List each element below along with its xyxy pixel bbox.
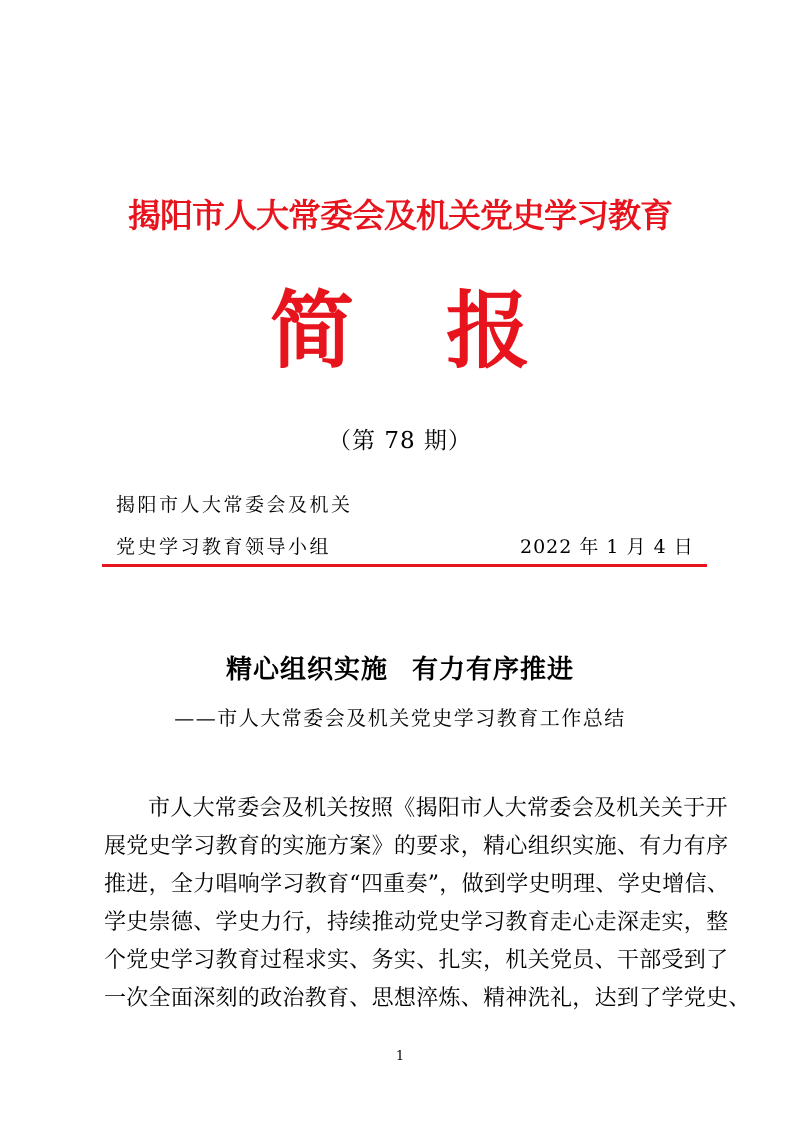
article-subtitle: ——市人大常委会及机关党史学习教育工作总结: [174, 706, 626, 730]
body-line: 展党史学习教育的实施方案》的要求，精心组织实施、有力有序: [104, 834, 729, 859]
header-divider: [102, 564, 707, 567]
issuer-line-2: 党史学习教育领导小组: [116, 536, 332, 558]
bulletin-heading: [0, 276, 800, 386]
issuer-line-1: 揭阳市人大常委会及机关: [116, 494, 353, 516]
article-title: [0, 650, 800, 690]
issue-date: 2022 年 1 月 4 日: [520, 536, 694, 558]
body-line: 市人大常委会及机关按照《揭阳市人大常委会及机关关于开: [148, 796, 728, 821]
body-line: 个党史学习教育过程求实、务实、扎实，机关党员、干部受到了: [104, 948, 729, 973]
page-number: 1: [395, 1049, 405, 1064]
body-line: 学史崇德、学史力行，持续推动党史学习教育走心走深走实，整: [104, 910, 729, 935]
body-line: 一次全面深刻的政治教育、思想淬炼、精神洗礼，达到了学党史、: [104, 986, 751, 1011]
article-title-part-2: 有力有序推进: [412, 655, 575, 685]
bulletin-char-2: 报: [446, 282, 531, 380]
article-title-part-1: 精心组织实施: [225, 655, 388, 685]
body-line: 推进，全力唱响学习教育“四重奏”，做到学史明理、学史增信、: [104, 872, 730, 897]
issue-number: （第 78 期）: [328, 428, 472, 454]
bulletin-organization-title: 揭阳市人大常委会及机关党史学习教育: [128, 196, 672, 235]
bulletin-char-1: 简: [269, 282, 354, 380]
